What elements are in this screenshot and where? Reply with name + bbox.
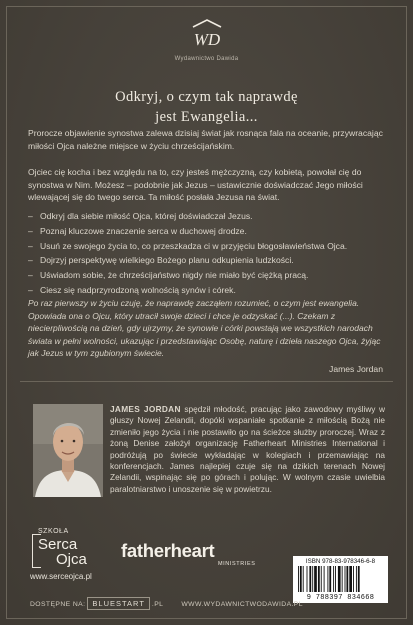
headline [0, 87, 413, 127]
quote-author: James Jordan [329, 364, 383, 374]
headline-line-1: Odkryj, o czym tak naprawdę [115, 89, 298, 105]
fatherheart-subtitle: MINISTRIES [218, 561, 256, 567]
intro-paragraph: Prorocze objawienie synostwa zalewa dzisiaj świat jak rosnąca fala na oceanie, przywracając miłości Ojca należne miejsce w życiu chrześcijańskim. [28, 128, 383, 151]
list-item: – Dojrzyj perspektywę wielkiego Bożego planu odkupienia ludzkości. [28, 255, 294, 266]
publisher-website: WWW.WYDAWNICTWODAWIDA.PL [181, 601, 303, 608]
store-suffix: .PL [151, 601, 164, 608]
bluestart-store: BLUESTART [87, 597, 149, 610]
fatherheart-logo: fatherheart [121, 540, 215, 561]
author-name: JAMES JORDAN [110, 404, 181, 414]
list-item: – Poznaj kluczowe znaczenie serca w duchowej drodze. [28, 225, 247, 236]
section-divider [20, 381, 393, 382]
szkola-website: www.serceojca.pl [30, 572, 92, 581]
list-item: – Odkryj dla siebie miłość Ojca, której doświadczał Jezus. [28, 211, 253, 221]
list-item: – Uświadom sobie, że chrześcijaństwo nigdy nie miało być ciężką pracą. [28, 270, 309, 281]
wd-logo-icon [187, 18, 227, 50]
author-bio-text: spędził młodość, pracując jako zawodowy myśliwy w głuszy Nowej Zelandii, dopóki wspaniałe spotkanie z miłością Bożą nie zmieniło jego życia i nie postawiło go na ścieżce służby proroczej. Wraz z żoną Denise założył organizację Fatherheart Ministries International i podróżują po świecie wykładając w kolegiach i przemawiając na konferencjach. James najlepiej czuje się na dzikich terenach Nowej Zelandii, wspinając się po górach i polując. W wolnym czasie uwielbia paralotniarstwo i unoszenie się w powietrzu. [110, 404, 385, 494]
body-paragraph: Ojciec cię kocha i bez względu na to, czy jesteś mężczyzną, czy kobietą, powołał cię do synostwa w Nim. Możesz – podobnie jak Jezus – ustawicznie doświadczać Jego miłości wlewającej się do twego serca. Ta miłość posłała Jezusa na świat. [28, 167, 363, 203]
barcode-number: 9 788397 834668 [306, 594, 375, 602]
benefits-list [28, 209, 385, 298]
publisher-logo [0, 18, 413, 62]
footer [30, 597, 303, 610]
author-bio [110, 404, 385, 495]
svg-text:WD: WD [193, 30, 220, 49]
headline-line-2: jest Ewangelia... [155, 109, 258, 125]
barcode-bars [297, 566, 384, 592]
available-label: DOSTĘPNE NA: [30, 601, 86, 608]
isbn-barcode [293, 556, 388, 603]
list-item: – Usuń ze swojego życia to, co przeszkadza ci w przyjęciu błogosławieństwa Ojca. [28, 240, 348, 251]
isbn-label: ISBN 978-83-978346-6-8 [305, 558, 376, 565]
author-photo [33, 404, 103, 497]
publisher-name: Wydawnictwo Dawida [174, 56, 239, 62]
szkola-serca-ojca-logo: SZKOŁA Serca Ojca [30, 528, 110, 572]
list-item: – Ciesz się nadprzyrodzoną wolnością synów i córek. [28, 284, 236, 295]
testimonial-quote: Po raz pierwszy w życiu czuję, że naprawdę zacząłem rozumieć, o czym jest ewangelia. Opowiada ona o Ojcu, który utracił swoje dzieci i chce je odzyskać (...). Czekam z niecierpliwością na dzień, gdy ujrzymy, że synowie i córki powstają we wszystkich narodach świata w pełni wolności, ukazując i przedstawiając Osobę, naturę i dzieła naszego Ojca, żyjąc jak Jezus w tym zgubionym świecie. [28, 298, 381, 359]
